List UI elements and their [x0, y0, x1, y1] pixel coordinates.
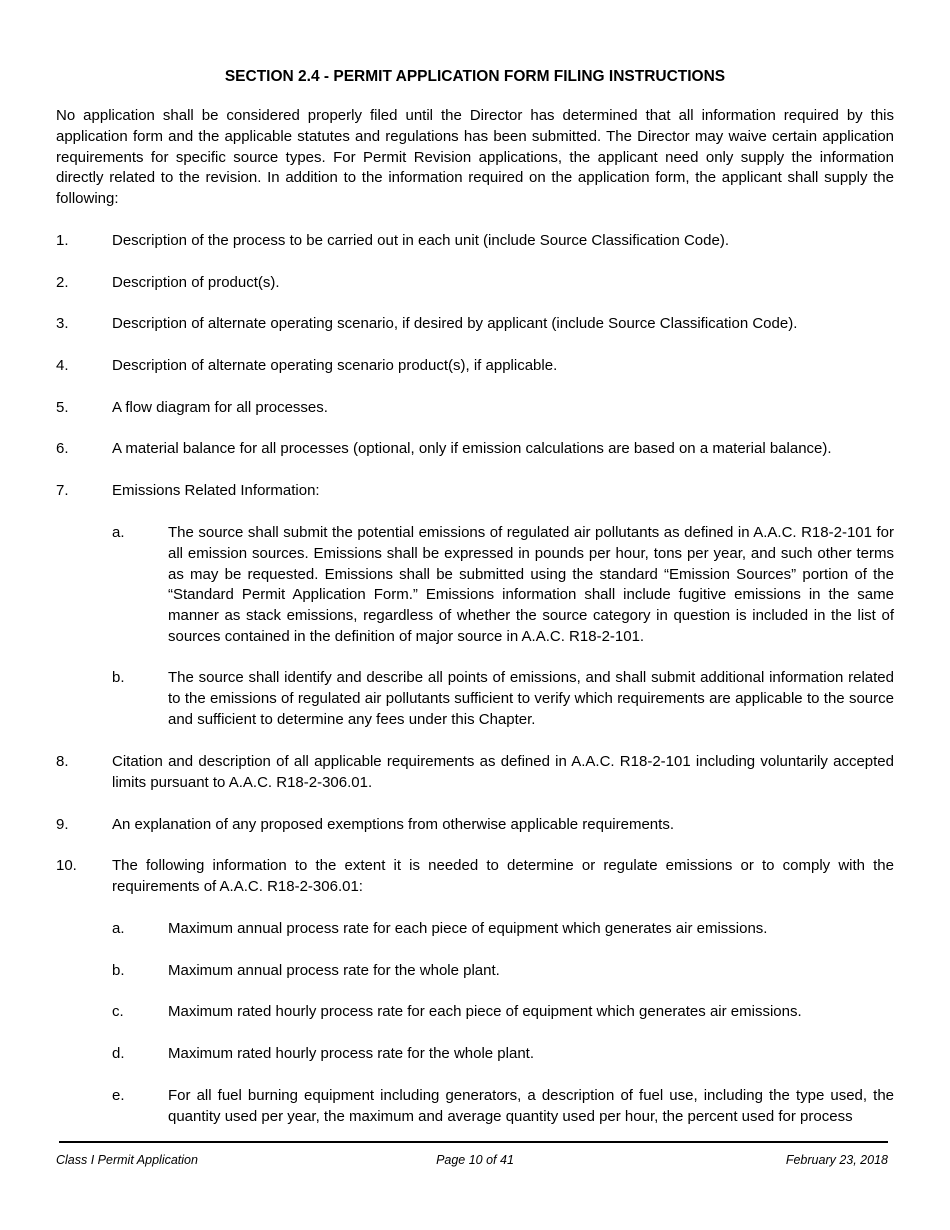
sub-item-letter: b.	[112, 669, 125, 686]
item-number: 3.	[56, 315, 69, 332]
item-text: Description of alternate operating scenario product(s), if applicable.	[112, 357, 558, 374]
sub-item-letter: c.	[112, 1003, 124, 1020]
sub-item-text: Maximum rated hourly process rate for the whole plant.	[168, 1045, 534, 1062]
item-number: 4.	[56, 357, 69, 374]
sub-item-text: The source shall submit the potential emissions of regulated air pollutants as defined in A.A.C. R18-2-101 for all emission sources. Emissions shall be expressed in pounds per hour, tons per year, and such other terms as may be requested. Emissions shall be submitted using the standard “Emission Sources” portion of the “Standard Permit Application Form.” Emissions information shall include fugitive emissions in the same manner as stack emissions, regardless of whether the source category in question is included in the list of sources contained in the definition of major source in A.A.C. R18-2-101.	[168, 524, 894, 645]
item-number: 8.	[56, 753, 69, 770]
footer-document-title: Class I Permit Application	[56, 1153, 198, 1167]
footer-date: February 23, 2018	[785, 1153, 888, 1167]
sub-item-text: The source shall identify and describe all points of emissions, and shall submit additional information related to the emissions of regulated air pollutants sufficient to verify which requirements are applicable to the source and sufficient to determine any fees under this Chapter.	[168, 669, 894, 728]
item-text: Emissions Related Information:	[112, 482, 320, 499]
sub-item-text: Maximum rated hourly process rate for each piece of equipment which generates air emissions.	[168, 1003, 802, 1020]
item-text: A flow diagram for all processes.	[112, 399, 328, 416]
item-text: The following information to the extent it is needed to determine or regulate emissions or to comply with the requirements of A.A.C. R18-2-306.01:	[112, 857, 894, 895]
item-text: Description of product(s).	[112, 274, 280, 291]
item-number: 2.	[56, 274, 69, 291]
sub-item-text: Maximum annual process rate for the whole plant.	[168, 962, 500, 979]
footer-divider	[59, 1141, 888, 1143]
item-number: 6.	[56, 440, 69, 457]
item-text: An explanation of any proposed exemptions from otherwise applicable requirements.	[112, 816, 674, 833]
item-text: Description of alternate operating scenario, if desired by applicant (include Source Classification Code).	[112, 315, 798, 332]
section-title: SECTION 2.4 - PERMIT APPLICATION FORM FILING INSTRUCTIONS	[224, 68, 726, 85]
intro-paragraph: No application shall be considered properly filed until the Director has determined that all information required by this application form and the applicable statutes and regulations has been submitted. The Director may waive certain application requirements for specific source types. For Permit Revision applications, the applicant need only supply the information directly related to the revision. In addition to the information required on the application form, the applicant shall supply the following:	[56, 107, 894, 208]
item-number: 1.	[56, 232, 69, 249]
sub-item-text: For all fuel burning equipment including generators, a description of fuel use, including the type used, the quantity used per year, the maximum and average quantity used per hour, the percent used for process	[168, 1087, 894, 1125]
item-number: 9.	[56, 816, 69, 833]
sub-item-letter: a.	[112, 920, 125, 937]
sub-item-letter: e.	[112, 1087, 125, 1104]
sub-item-letter: d.	[112, 1045, 125, 1062]
item-number: 7.	[56, 482, 69, 499]
sub-item-letter: b.	[112, 962, 125, 979]
page-footer	[56, 1150, 888, 1170]
item-text: A material balance for all processes (optional, only if emission calculations are based on a material balance).	[112, 440, 832, 457]
item-number: 5.	[56, 399, 69, 416]
footer-page-number: Page 10 of 41	[436, 1153, 514, 1167]
item-number: 10.	[56, 857, 77, 874]
item-text: Description of the process to be carried out in each unit (include Source Classification Code).	[112, 232, 729, 249]
sub-item-letter: a.	[112, 524, 125, 541]
item-text: Citation and description of all applicable requirements as defined in A.A.C. R18-2-101 including voluntarily accepted limits pursuant to A.A.C. R18-2-306.01.	[112, 753, 894, 791]
sub-item-text: Maximum annual process rate for each piece of equipment which generates air emissions.	[168, 920, 768, 937]
